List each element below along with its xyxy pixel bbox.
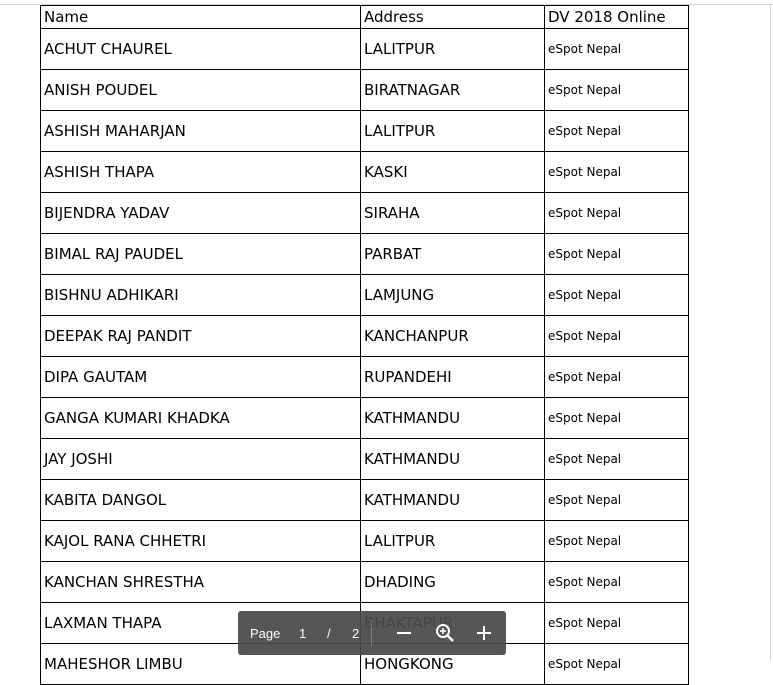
page-toolbar xyxy=(238,611,506,655)
name-cell: ACHUT CHAUREL xyxy=(41,29,361,70)
name-cell: BISHNU ADHIKARI xyxy=(41,275,361,316)
page-label: Page xyxy=(250,626,281,641)
name-cell: GANGA KUMARI KHADKA xyxy=(41,398,361,439)
dv-cell: eSpot Nepal xyxy=(545,152,689,193)
address-cell: PARBAT xyxy=(361,234,545,275)
table-row xyxy=(41,439,689,480)
address-cell: KANCHANPUR xyxy=(361,316,545,357)
name-cell: DEEPAK RAJ PANDIT xyxy=(41,316,361,357)
name-cell: LAXMAN THAPA xyxy=(41,603,361,644)
dv-cell: eSpot Nepal xyxy=(545,398,689,439)
magnifier-plus-icon xyxy=(433,621,457,645)
table-row xyxy=(41,562,689,603)
table-row xyxy=(41,193,689,234)
address-cell: LAMJUNG xyxy=(361,275,545,316)
name-cell: JAY JOSHI xyxy=(41,439,361,480)
dv-cell: eSpot Nepal xyxy=(545,357,689,398)
address-cell: LALITPUR xyxy=(361,29,545,70)
address-cell: HONGKONG xyxy=(361,644,545,685)
address-cell: LALITPUR xyxy=(361,111,545,152)
table-header-row xyxy=(41,6,689,29)
name-cell: BIJENDRA YADAV xyxy=(41,193,361,234)
total-pages: 2 xyxy=(352,626,360,641)
dv-cell: eSpot Nepal xyxy=(545,234,689,275)
zoom-out-button[interactable] xyxy=(392,621,416,645)
minus-icon xyxy=(392,621,416,645)
address-cell: LALITPUR xyxy=(361,521,545,562)
table-row xyxy=(41,152,689,193)
dv-cell: eSpot Nepal xyxy=(545,562,689,603)
table-row xyxy=(41,70,689,111)
table-row xyxy=(41,398,689,439)
table-row xyxy=(41,316,689,357)
names-table xyxy=(40,5,689,685)
dv-cell: eSpot Nepal xyxy=(545,111,689,152)
header-name: Name xyxy=(41,6,361,29)
address-cell: DHADING xyxy=(361,562,545,603)
name-cell: BIMAL RAJ PAUDEL xyxy=(41,234,361,275)
name-cell: KAJOL RANA CHHETRI xyxy=(41,521,361,562)
table-row xyxy=(41,357,689,398)
address-cell: KASKI xyxy=(361,152,545,193)
dv-cell: eSpot Nepal xyxy=(545,439,689,480)
toolbar-divider xyxy=(371,620,372,646)
header-address: Address xyxy=(361,6,545,29)
table-row xyxy=(41,275,689,316)
address-cell: KATHMANDU xyxy=(361,439,545,480)
address-cell: SIRAHA xyxy=(361,193,545,234)
dv-cell: eSpot Nepal xyxy=(545,644,689,685)
table-row xyxy=(41,111,689,152)
address-cell: BIRATNAGAR xyxy=(361,70,545,111)
dv-cell: eSpot Nepal xyxy=(545,70,689,111)
table-row xyxy=(41,29,689,70)
dv-cell: eSpot Nepal xyxy=(545,480,689,521)
dv-cell: eSpot Nepal xyxy=(545,603,689,644)
table-row xyxy=(41,234,689,275)
current-page-number[interactable]: 1 xyxy=(299,626,307,641)
plus-icon xyxy=(472,621,496,645)
dv-cell: eSpot Nepal xyxy=(545,29,689,70)
zoom-in-button[interactable] xyxy=(472,621,496,645)
dv-cell: eSpot Nepal xyxy=(545,193,689,234)
address-cell: KATHMANDU xyxy=(361,480,545,521)
dv-cell: eSpot Nepal xyxy=(545,316,689,357)
name-cell: ASHISH MAHARJAN xyxy=(41,111,361,152)
address-cell: KATHMANDU xyxy=(361,398,545,439)
name-cell: ASHISH THAPA xyxy=(41,152,361,193)
page-right-edge xyxy=(770,4,771,661)
page-separator: / xyxy=(327,626,331,641)
name-cell: KANCHAN SHRESTHA xyxy=(41,562,361,603)
name-cell: KABITA DANGOL xyxy=(41,480,361,521)
name-cell: MAHESHOR LIMBU xyxy=(41,644,361,685)
name-cell: DIPA GAUTAM xyxy=(41,357,361,398)
dv-cell: eSpot Nepal xyxy=(545,275,689,316)
header-dv: DV 2018 Online xyxy=(545,6,689,29)
table-row xyxy=(41,521,689,562)
address-cell: RUPANDEHI xyxy=(361,357,545,398)
name-cell: ANISH POUDEL xyxy=(41,70,361,111)
zoom-reset-button[interactable] xyxy=(433,621,457,645)
table-row xyxy=(41,480,689,521)
dv-cell: eSpot Nepal xyxy=(545,521,689,562)
